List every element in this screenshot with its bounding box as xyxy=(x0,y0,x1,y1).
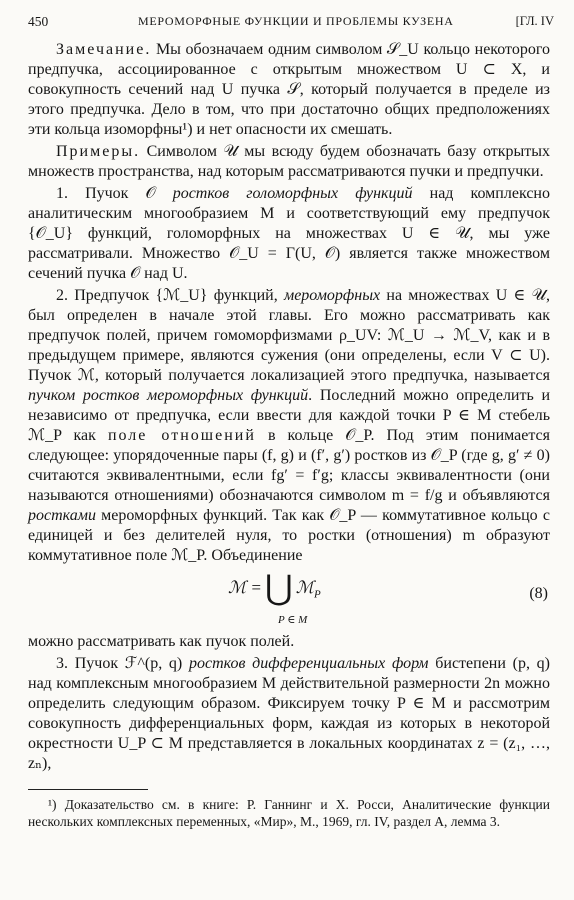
examples-lead: Примеры. xyxy=(56,143,141,160)
running-title: МЕРОМОРФНЫЕ ФУНКЦИИ И ПРОБЛЕМЫ КУЗЕНА xyxy=(138,14,454,28)
remark-paragraph xyxy=(28,40,550,140)
display-formula xyxy=(28,570,550,626)
example-2-term-a: мероморфных xyxy=(283,287,381,304)
remark-text: Мы обозначаем одним символом 𝒮_U кольцо некоторого предпучка, ассоциированное с открытым множеством U ⊂ X, и совокупность сечений над U пучка 𝒮, который получается в пределе из этого предпучка. Дело в том, что при достаточно общих предположениях эти кольца изоморфны¹) и нет опасности их смешать. xyxy=(28,41,550,138)
footnote xyxy=(28,796,550,830)
example-2-paragraph xyxy=(28,286,550,566)
page-number: 450 xyxy=(28,14,49,29)
example-3-paragraph xyxy=(28,654,550,774)
examples-text: Символом 𝒰 мы всюду будем обозначать базу открытых множеств пространства, над которым рассматриваются пучки и предпучки. xyxy=(28,143,550,180)
after-formula-text: можно рассматривать как пучок полей. xyxy=(28,633,295,650)
after-formula-paragraph xyxy=(28,632,550,652)
example-2-text-d: в кольце 𝒪_P. Под этим понимается следующее: упорядоченные пары (f, g) и (f′, g′) ростков из 𝒪_P (где g, g′ ≠ 0) считаются эквивалентными, если fg′ = f′g; классы эквивалентности (они называются отношениями) обозначаются символом m = f/g и объявляются xyxy=(28,427,551,504)
example-1-text-a: 1. Пучок 𝒪 xyxy=(56,185,173,202)
remark-lead: Замечание. xyxy=(56,41,152,58)
example-2-spaced: поле отношений xyxy=(107,427,256,444)
union-index: P ∈ M xyxy=(278,614,308,626)
example-2-text-e: мероморфных функций. Так как 𝒪_P — коммутативное кольцо с единицей и без делителей нуля, то ростки (отношения) m образуют коммутативное поле ℳ_P. Объединение xyxy=(28,507,550,564)
formula-expression xyxy=(228,570,321,607)
example-1-paragraph xyxy=(28,184,550,284)
example-1-term: ростков голоморфных функций xyxy=(172,185,413,202)
example-3-text-b: бистепени (p, q) над комплексным многообразием M действительной размерности 2n можно определить следующим образом. Фиксируем точку P ∈ M и рассмотрим совокупность дифференциальных форм, каждая из которых в некоторой окрестности U_P ⊂ M представляется в локальных координатах z = (z₁, …, zₙ), xyxy=(28,655,551,772)
chapter-label: [ГЛ. IV xyxy=(515,14,554,28)
example-3-text-a: 3. Пучок ℱ^(p, q) xyxy=(56,655,189,672)
example-2-text-b: на множествах U ∈ 𝒰, был определен в начале этой главы. Его можно рассматривать как предпучок полей, причем гомоморфизмами ρ_UV: ℳ_U → ℳ_V, как и в предыдущем примере, являются сужения (они определены, если V ⊂ U). Пучок ℳ, который получается локализацией этого предпучка, называется xyxy=(28,287,551,384)
page-header xyxy=(28,14,554,34)
example-2-term-c: ростками xyxy=(28,507,96,524)
union-symbol: ⋃ xyxy=(264,570,293,607)
footnote-rule xyxy=(28,789,148,790)
example-2-text-c: . Последний можно определить и независимо от предпучка, если ввести для каждой точки P ∈ M стебель ℳ_P как xyxy=(28,387,551,444)
formula-term-subscript: P xyxy=(313,588,321,601)
equation-number: (8) xyxy=(529,585,548,602)
examples-paragraph xyxy=(28,142,550,182)
example-1-text-b: над комплексно аналитическим многообразием M и соответствующий ему предпучок {𝒪_U} функций, голоморфных на множествах U ∈ 𝒰, мы уже рассматривали. Множество 𝒪_U = Γ(U, 𝒪) является также множеством сечений пучка 𝒪 над U. xyxy=(28,185,550,282)
example-2-text-a: 2. Предпучок {ℳ_U} функций, xyxy=(56,287,284,304)
main-text xyxy=(28,40,550,774)
example-3-term: ростков дифференциальных форм xyxy=(188,655,429,672)
footnote-text: ¹) Доказательство см. в книге: Р. Ганнинг и Х. Росси, Аналитические функции нескольких комплексных переменных, «Мир», М., 1969, гл. IV, раздел А, лемма 3. xyxy=(28,797,550,829)
formula-lhs: ℳ = xyxy=(228,578,262,597)
example-2-term-b: пучком ростков мероморфных функций xyxy=(28,387,309,404)
formula-term: ℳ xyxy=(295,578,314,597)
